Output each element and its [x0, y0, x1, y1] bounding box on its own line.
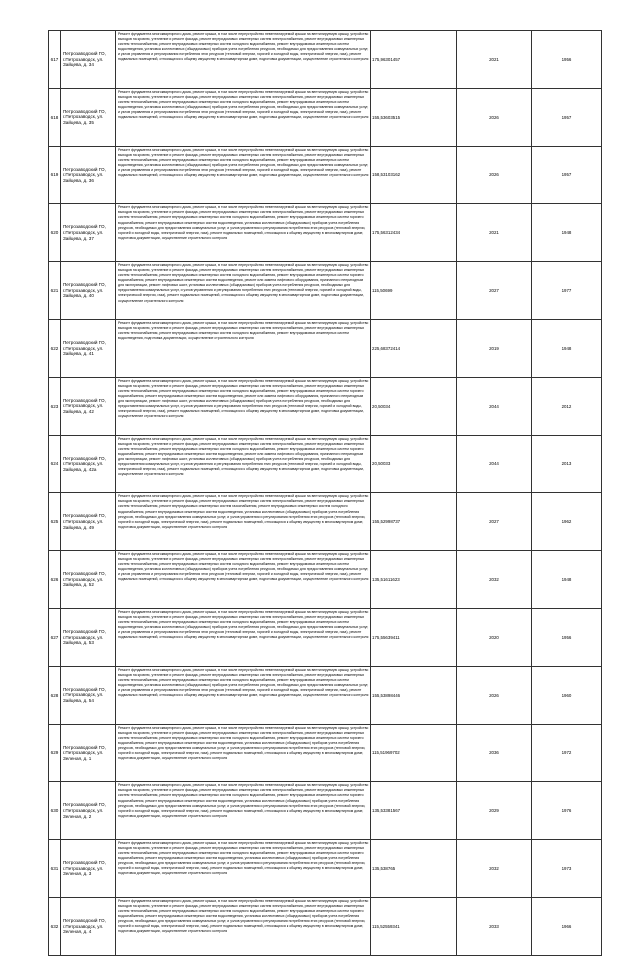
address-cell: Петрозаводский ГО, г.Петрозаводск, ул. Зеленая, д. 2 [61, 782, 116, 840]
works-description-cell: Ремонт фундамента многоквартирного дома, ремонт крыши, в том числе переустройство невентилируемой крыши на вентилируемую крышу, устройство выходов на кровлю, утепление и ремонт фасада, ремонт внутридомовых инженерных систем электроснабжения, ремонт внутридомовых инженерных систем теплоснабжения, ремонт внутридомовых инженерных систем холодного водоснабжения, ремонт внутридомовых инженерных систем водоотведения, установка коллективных (общедомовых) приборов учета потребления ресурсов, необходимых для предоставления коммунальных услуг, и узлов управления и регулирования потребления этих ресурсов (тепловой энергии, горячей и холодной воды, электрической энергии, газа), ремонт подвальных помещений, относящихся к общему имуществу в многоквартирном доме, подготовка документации, осуществление строительного контроля [116, 88, 371, 146]
address-cell: Петрозаводский ГО, г.Петрозаводск, ул. Зайцева, д. 35 [61, 88, 116, 146]
value-cell: 115,52559341 [371, 897, 457, 955]
table-row [49, 608, 602, 666]
build-year-cell: 1948 [532, 551, 602, 609]
works-description-cell: Ремонт фундамента многоквартирного дома, ремонт крыши, в том числе переустройство невентилируемой крыши на вентилируемую крышу, устройство выходов на кровлю, утепление и ремонт фасада, ремонт внутридомовых инженерных систем электроснабжения, ремонт внутридомовых инженерных систем теплоснабжения, ремонт внутридомовых инженерных систем холодного водоснабжения, ремонт внутридомовых инженерных систем водоотведения, подготовка документации, осуществление строительного контроля [116, 319, 371, 377]
value-cell: 175,96301457 [371, 31, 457, 89]
planned-year-cell: 2044 [457, 377, 532, 435]
planned-year-cell: 2032 [457, 551, 532, 609]
table-row [49, 493, 602, 551]
planned-year-cell: 2036 [457, 724, 532, 782]
value-cell: 115,50699 [371, 262, 457, 320]
row-number-cell: 626 [49, 551, 61, 609]
works-description-cell: Ремонт фундамента многоквартирного дома, ремонт крыши, в том числе переустройство невентилируемой крыши на вентилируемую крышу, устройство выходов на кровлю, утепление и ремонт фасада, ремонт внутридомовых инженерных систем электроснабжения, ремонт внутридомовых инженерных систем теплоснабжения, ремонт внутридомовых инженерных систем холодного водоснабжения, ремонт внутридомовых инженерных систем горячего водоснабжения, ремонт внутридомовых инженерных систем водоотведения, установка коллективных (общедомовых) приборов учета потребления ресурсов, необходимых для предоставления коммунальных услуг, и узлов управления и регулирования потребления этих ресурсов (тепловой энергии, горячей и холодной воды, электрической энергии, газа), ремонт подвальных помещений, относящихся к общему имуществу в многоквартирном доме, подготовка документации, осуществление строительного контроля [116, 724, 371, 782]
table-row [49, 377, 602, 435]
table-row [49, 782, 602, 840]
table-row [49, 551, 602, 609]
planned-year-cell: 2044 [457, 435, 532, 493]
works-description-cell: Ремонт фундамента многоквартирного дома, ремонт крыши, в том числе переустройство невентилируемой крыши на вентилируемую крышу, устройство выходов на кровлю, утепление и ремонт фасада, ремонт внутридомовых инженерных систем электроснабжения, ремонт внутридомовых инженерных систем теплоснабжения, ремонт внутридомовых инженерных систем холодного водоснабжения, ремонт внутридомовых инженерных систем водоотведения, установка коллективных (общедомовых) приборов учета потребления ресурсов, необходимых для предоставления коммунальных услуг, и узлов управления и регулирования потребления этих ресурсов (тепловой энергии, горячей и холодной воды, электрической энергии, газа), ремонт подвальных помещений, относящихся к общему имуществу в многоквартирном доме, подготовка документации, осуществление строительного контроля [116, 551, 371, 609]
planned-year-cell: 2021 [457, 31, 532, 89]
row-number-cell: 620 [49, 204, 61, 262]
address-cell: Петрозаводский ГО, г.Петрозаводск, ул. Зеленая, д. 3 [61, 840, 116, 898]
address-cell: Петрозаводский ГО, г.Петрозаводск, ул. Зайцева, д. 49 [61, 493, 116, 551]
table-row [49, 724, 602, 782]
table-row [49, 204, 602, 262]
planned-year-cell: 2027 [457, 493, 532, 551]
works-description-cell: Ремонт фундамента многоквартирного дома, ремонт крыши, в том числе переустройство невентилируемой крыши на вентилируемую крышу, устройство выходов на кровлю, утепление и ремонт фасада, ремонт внутридомовых инженерных систем электроснабжения, ремонт внутридомовых инженерных систем теплоснабжения, ремонт внутридомовых инженерных систем холодного водоснабжения, ремонт внутридомовых инженерных систем водоотведения, установка коллективных (общедомовых) приборов учета потребления ресурсов, необходимых для предоставления коммунальных услуг, и узлов управления и регулирования потребления этих ресурсов (тепловой энергии, горячей и холодной воды, электрической энергии, газа), ремонт подвальных помещений, относящихся к общему имуществу в многоквартирном доме, подготовка документации, осуществление строительного контроля [116, 146, 371, 204]
row-number-cell: 617 [49, 31, 61, 89]
build-year-cell: 1957 [532, 88, 602, 146]
value-cell: 135,538765 [371, 840, 457, 898]
table-row [49, 435, 602, 493]
value-cell: 225,68372414 [371, 319, 457, 377]
works-description-cell: Ремонт фундамента многоквартирного дома, ремонт крыши, в том числе переустройство невентилируемой крыши на вентилируемую крышу, устройство выходов на кровлю, утепление и ремонт фасада, ремонт внутридомовых инженерных систем электроснабжения, ремонт внутридомовых инженерных систем теплоснабжения, ремонт внутридомовых инженерных систем холодного водоснабжения, ремонт внутридомовых инженерных систем водоотведения, установка коллективных (общедомовых) приборов учета потребления ресурсов, необходимых для предоставления коммунальных услуг, и узлов управления и регулирования потребления этих ресурсов (тепловой энергии, горячей и холодной воды, электрической энергии, газа), ремонт подвальных помещений, относящихся к общему имуществу в многоквартирном доме, подготовка документации, осуществление строительного контроля [116, 31, 371, 89]
build-year-cell: 1976 [532, 782, 602, 840]
value-cell: 135,51611623 [371, 551, 457, 609]
build-year-cell: 1972 [532, 724, 602, 782]
address-cell: Петрозаводский ГО, г.Петрозаводск, ул. Зайцева, д. 53 [61, 608, 116, 666]
housing-repair-table [48, 30, 602, 956]
build-year-cell: 1977 [532, 262, 602, 320]
value-cell: 155,52998737 [371, 493, 457, 551]
planned-year-cell: 2033 [457, 897, 532, 955]
works-description-cell: Ремонт фундамента многоквартирного дома, ремонт крыши, в том числе переустройство невентилируемой крыши на вентилируемую крышу, устройство выходов на кровлю, утепление и ремонт фасада, ремонт внутридомовых инженерных систем электроснабжения, ремонт внутридомовых инженерных систем теплоснабжения, ремонт внутридомовых инженерных систем холодного водоснабжения, ремонт внутридомовых инженерных систем водоотведения, установка коллективных (общедомовых) приборов учета потребления ресурсов, необходимых для предоставления коммунальных услуг, и узлов управления и регулирования потребления этих ресурсов (тепловой энергии, горячей и холодной воды, электрической энергии, газа), ремонт подвальных помещений, относящихся к общему имуществу в многоквартирном доме, подготовка документации, осуществление строительного контроля [116, 666, 371, 724]
value-cell: 175,55639411 [371, 608, 457, 666]
build-year-cell: 1960 [532, 666, 602, 724]
address-cell: Петрозаводский ГО, г.Петрозаводск, ул. Зайцева, д. 34 [61, 31, 116, 89]
planned-year-cell: 2019 [457, 319, 532, 377]
works-description-cell: Ремонт фундамента многоквартирного дома, ремонт крыши, в том числе переустройство невентилируемой крыши на вентилируемую крышу, устройство выходов на кровлю, утепление и ремонт фасада, ремонт внутридомовых инженерных систем электроснабжения, ремонт внутридомовых инженерных систем теплоснабжения, ремонт внутридомовых инженерных систем холодного водоснабжения, ремонт внутридомовых инженерных систем горячего водоснабжения, ремонт внутридомовых инженерных систем водоотведения, установка коллективных (общедомовых) приборов учета потребления ресурсов, необходимых для предоставления коммунальных услуг, и узлов управления и регулирования потребления этих ресурсов (тепловой энергии, горячей и холодной воды, электрической энергии, газа), ремонт подвальных помещений, относящихся к общему имуществу в многоквартирном доме, подготовка документации, осуществление строительного контроля [116, 204, 371, 262]
row-number-cell: 630 [49, 782, 61, 840]
address-cell: Петрозаводский ГО, г.Петрозаводск, ул. Зайцева, д. 54 [61, 666, 116, 724]
address-cell: Петрозаводский ГО, г.Петрозаводск, ул. Зеленая, д. 4 [61, 897, 116, 955]
address-cell: Петрозаводский ГО, г.Петрозаводск, ул. Зеленая, д. 1 [61, 724, 116, 782]
planned-year-cell: 2029 [457, 782, 532, 840]
value-cell: 20,50033 [371, 435, 457, 493]
row-number-cell: 631 [49, 840, 61, 898]
planned-year-cell: 2026 [457, 666, 532, 724]
build-year-cell: 1956 [532, 31, 602, 89]
works-description-cell: Ремонт фундамента многоквартирного дома, ремонт крыши, в том числе переустройство невентилируемой крыши на вентилируемую крышу, устройство выходов на кровлю, утепление и ремонт фасада, ремонт внутридомовых инженерных систем электроснабжения, ремонт внутридомовых инженерных систем теплоснабжения, ремонт внутридомовых инженерных систем холодного водоснабжения, ремонт внутридомовых инженерных систем горячего водоснабжения, ремонт внутридомовых инженерных систем водоотведения, ремонт или замена лифтового оборудования, признанного непригодным для эксплуатации, ремонт лифтовых шахт, установка коллективных (общедомовых) приборов учета потребления ресурсов, необходимых для предоставления коммунальных услуг, и узлов управления и регулирования потребления этих ресурсов (тепловой энергии, горячей и холодной воды, электрической энергии, газа), ремонт подвальных помещений, относящихся к общему имуществу в многоквартирном доме, подготовка документации, осуществление строительного контроля [116, 377, 371, 435]
address-cell: Петрозаводский ГО, г.Петрозаводск, ул. Зайцева, д. 42а [61, 435, 116, 493]
table-row [49, 88, 602, 146]
address-cell: Петрозаводский ГО, г.Петрозаводск, ул. Зайцева, д. 52 [61, 551, 116, 609]
works-description-cell: Ремонт фундамента многоквартирного дома, ремонт крыши, в том числе переустройство невентилируемой крыши на вентилируемую крышу, устройство выходов на кровлю, утепление и ремонт фасада, ремонт внутридомовых инженерных систем электроснабжения, ремонт внутридомовых инженерных систем теплоснабжения, ремонт внутридомовых инженерных систем холодного водоснабжения, ремонт внутридомовых инженерных систем горячего водоснабжения, ремонт внутридомовых инженерных систем водоотведения, ремонт или замена лифтового оборудования, признанного непригодным для эксплуатации, ремонт лифтовых шахт, установка коллективных (общедомовых) приборов учета потребления ресурсов, необходимых для предоставления коммунальных услуг, и узлов управления и регулирования потребления этих ресурсов (тепловой энергии, горячей и холодной воды, электрической энергии, газа), ремонт подвальных помещений, относящихся к общему имуществу в многоквартирном доме, подготовка документации, осуществление строительного контроля [116, 262, 371, 320]
build-year-cell: 1973 [532, 840, 602, 898]
build-year-cell: 2012 [532, 377, 602, 435]
works-description-cell: Ремонт фундамента многоквартирного дома, ремонт крыши, в том числе переустройство невентилируемой крыши на вентилируемую крышу, устройство выходов на кровлю, утепление и ремонт фасада, ремонт внутридомовых инженерных систем электроснабжения, ремонт внутридомовых инженерных систем теплоснабжения, ремонт внутридомовых инженерных систем холодного водоснабжения, ремонт внутридомовых инженерных систем горячего водоснабжения, ремонт внутридомовых инженерных систем водоотведения, установка коллективных (общедомовых) приборов учета потребления ресурсов, необходимых для предоставления коммунальных услуг, и узлов управления и регулирования потребления этих ресурсов (тепловой энергии, горячей и холодной воды, электрической энергии, газа), ремонт подвальных помещений, относящихся к общему имуществу в многоквартирном доме, подготовка документации, осуществление строительного контроля [116, 782, 371, 840]
table-row [49, 146, 602, 204]
works-description-cell: Ремонт фундамента многоквартирного дома, ремонт крыши, в том числе переустройство невентилируемой крыши на вентилируемую крышу, устройство выходов на кровлю, утепление и ремонт фасада, ремонт внутридомовых инженерных систем электроснабжения, ремонт внутридомовых инженерных систем теплоснабжения, ремонт внутридомовых инженерных систем холодного водоснабжения, ремонт внутридомовых инженерных систем горячего водоснабжения, ремонт внутридомовых инженерных систем водоотведения, установка коллективных (общедомовых) приборов учета потребления ресурсов, необходимых для предоставления коммунальных услуг, и узлов управления и регулирования потребления этих ресурсов (тепловой энергии, горячей и холодной воды, электрической энергии, газа), ремонт подвальных помещений, относящихся к общему имуществу в многоквартирном доме, подготовка документации, осуществление строительного контроля [116, 897, 371, 955]
row-number-cell: 622 [49, 319, 61, 377]
build-year-cell: 2013 [532, 435, 602, 493]
address-cell: Петрозаводский ГО, г.Петрозаводск, ул. Зайцева, д. 40 [61, 262, 116, 320]
row-number-cell: 618 [49, 88, 61, 146]
table-row [49, 262, 602, 320]
value-cell: 155,53898446 [371, 666, 457, 724]
planned-year-cell: 2026 [457, 146, 532, 204]
planned-year-cell: 2026 [457, 88, 532, 146]
address-cell: Петрозаводский ГО, г.Петрозаводск, ул. Зайцева, д. 36 [61, 146, 116, 204]
row-number-cell: 629 [49, 724, 61, 782]
row-number-cell: 624 [49, 435, 61, 493]
value-cell: 115,51969702 [371, 724, 457, 782]
row-number-cell: 623 [49, 377, 61, 435]
works-description-cell: Ремонт фундамента многоквартирного дома, ремонт крыши, в том числе переустройство невентилируемой крыши на вентилируемую крышу, устройство выходов на кровлю, утепление и ремонт фасада, ремонт внутридомовых инженерных систем электроснабжения, ремонт внутридомовых инженерных систем теплоснабжения, ремонт внутридомовых инженерных систем холодного водоснабжения, ремонт внутридомовых инженерных систем водоотведения, установка коллективных (общедомовых) приборов учета потребления ресурсов, необходимых для предоставления коммунальных услуг, и узлов управления и регулирования потребления этих ресурсов (тепловой энергии, горячей и холодной воды, электрической энергии, газа), ремонт подвальных помещений, относящихся к общему имуществу в многоквартирном доме, подготовка документации, осуществление строительного контроля [116, 608, 371, 666]
build-year-cell: 1948 [532, 319, 602, 377]
table-row [49, 666, 602, 724]
works-description-cell: Ремонт фундамента многоквартирного дома, ремонт крыши, в том числе переустройство невентилируемой крыши на вентилируемую крышу, устройство выходов на кровлю, утепление и ремонт фасада, ремонт внутридомовых инженерных систем электроснабжения, ремонт внутридомовых инженерных систем теплоснабжения, ремонт внутридомовых инженерных систем холодного водоснабжения, ремонт внутридомовых инженерных систем горячего водоснабжения, ремонт внутридомовых инженерных систем водоотведения, ремонт или замена лифтового оборудования, признанного непригодным для эксплуатации, ремонт лифтовых шахт, установка коллективных (общедомовых) приборов учета потребления ресурсов, необходимых для предоставления коммунальных услуг, и узлов управления и регулирования потребления этих ресурсов (тепловой энергии, горячей и холодной воды, электрической энергии, газа), ремонт подвальных помещений, относящихся к общему имуществу в многоквартирном доме, подготовка документации, осуществление строительного контроля [116, 435, 371, 493]
address-cell: Петрозаводский ГО, г.Петрозаводск, ул. Зайцева, д. 42 [61, 377, 116, 435]
planned-year-cell: 2020 [457, 608, 532, 666]
address-cell: Петрозаводский ГО, г.Петрозаводск, ул. Зайцева, д. 37 [61, 204, 116, 262]
build-year-cell: 1966 [532, 897, 602, 955]
table-row [49, 840, 602, 898]
planned-year-cell: 2021 [457, 204, 532, 262]
row-number-cell: 625 [49, 493, 61, 551]
table-row [49, 31, 602, 89]
value-cell: 175,56312434 [371, 204, 457, 262]
value-cell: 155,53603515 [371, 88, 457, 146]
build-year-cell: 1956 [532, 608, 602, 666]
planned-year-cell: 2027 [457, 262, 532, 320]
planned-year-cell: 2032 [457, 840, 532, 898]
build-year-cell: 1962 [532, 493, 602, 551]
row-number-cell: 627 [49, 608, 61, 666]
value-cell: 158,53103162 [371, 146, 457, 204]
row-number-cell: 619 [49, 146, 61, 204]
row-number-cell: 628 [49, 666, 61, 724]
build-year-cell: 1948 [532, 204, 602, 262]
value-cell: 135,53381567 [371, 782, 457, 840]
value-cell: 20,50034 [371, 377, 457, 435]
build-year-cell: 1957 [532, 146, 602, 204]
row-number-cell: 621 [49, 262, 61, 320]
table-row [49, 319, 602, 377]
table-row [49, 897, 602, 955]
works-description-cell: Ремонт фундамента многоквартирного дома, ремонт крыши, в том числе переустройство невентилируемой крыши на вентилируемую крышу, устройство выходов на кровлю, утепление и ремонт фасада, ремонт внутридомовых инженерных систем электроснабжения, ремонт внутридомовых инженерных систем теплоснабжения, ремонт внутридомовых инженерных систем газоснабжения, ремонт внутридомовых инженерных систем холодного водоснабжения, ремонт внутридомовых инженерных систем водоотведения, установка коллективных (общедомовых) приборов учета потребления ресурсов, необходимых для предоставления коммунальных услуг, и узлов управления и регулирования потребления этих ресурсов (тепловой энергии, горячей и холодной воды, электрической энергии, газа), ремонт подвальных помещений, относящихся к общему имуществу в многоквартирном доме, подготовка документации, осуществление строительного контроля [116, 493, 371, 551]
address-cell: Петрозаводский ГО, г.Петрозаводск, ул. Зайцева, д. 41 [61, 319, 116, 377]
row-number-cell: 632 [49, 897, 61, 955]
works-description-cell: Ремонт фундамента многоквартирного дома, ремонт крыши, в том числе переустройство невентилируемой крыши на вентилируемую крышу, устройство выходов на кровлю, утепление и ремонт фасада, ремонт внутридомовых инженерных систем электроснабжения, ремонт внутридомовых инженерных систем теплоснабжения, ремонт внутридомовых инженерных систем холодного водоснабжения, ремонт внутридомовых инженерных систем горячего водоснабжения, ремонт внутридомовых инженерных систем водоотведения, установка коллективных (общедомовых) приборов учета потребления ресурсов, необходимых для предоставления коммунальных услуг, и узлов управления и регулирования потребления этих ресурсов (тепловой энергии, горячей и холодной воды, электрической энергии, газа), ремонт подвальных помещений, относящихся к общему имуществу в многоквартирном доме, подготовка документации, осуществление строительного контроля [116, 840, 371, 898]
table-body [49, 31, 602, 956]
